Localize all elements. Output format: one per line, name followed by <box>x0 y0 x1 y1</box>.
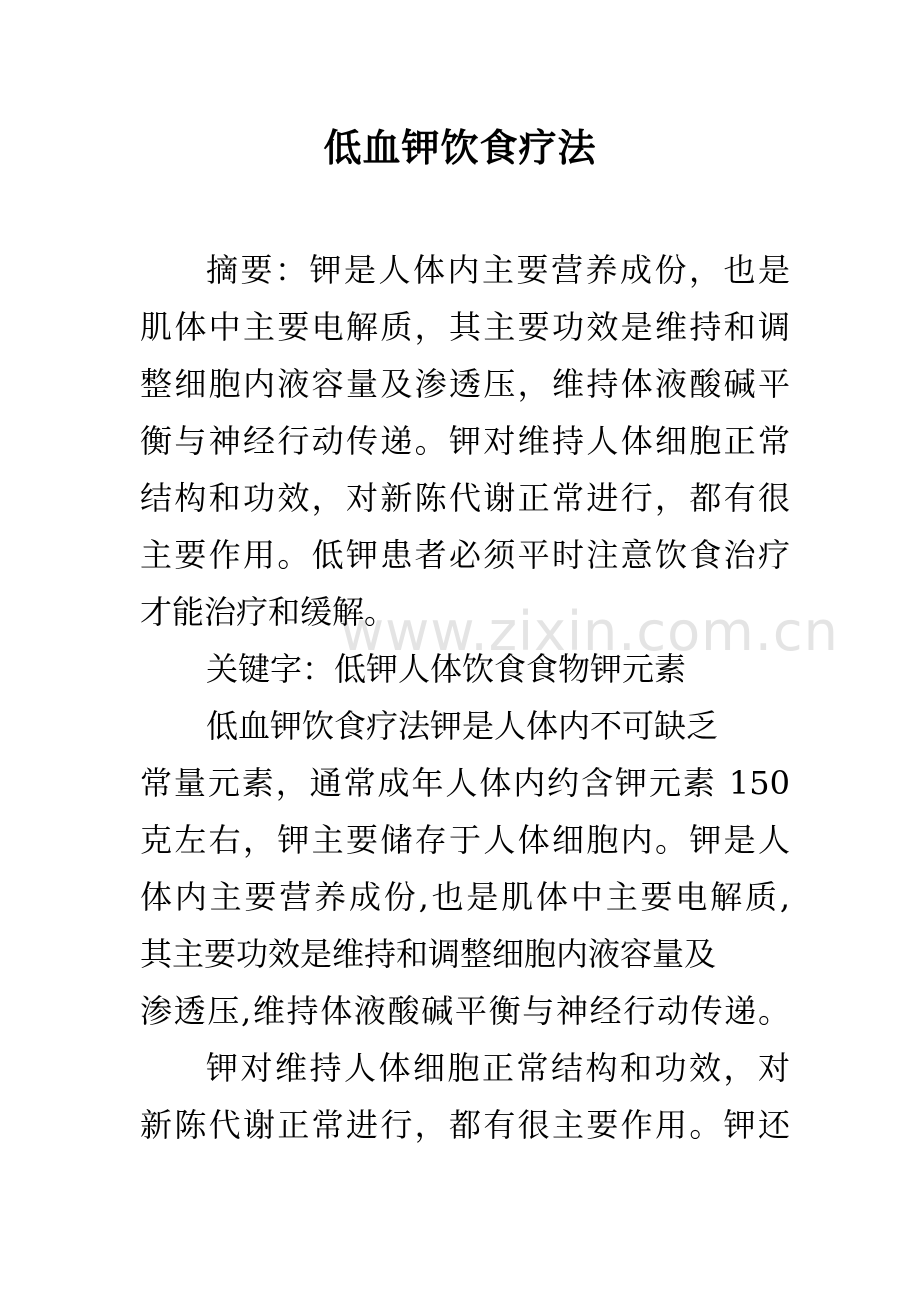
keywords-line: 关键字：低钾人体饮食食物钾元素 <box>206 650 687 688</box>
watermark: www.zixin.com.cn <box>340 600 839 663</box>
body-line-7: 钾对维持人体细胞正常结构和功效，对 <box>206 1049 790 1087</box>
body-line-6: 渗透压,维持体液酸碱平衡与神经行动传递。 <box>140 992 790 1030</box>
abstract-line-2: 肌体中主要电解质，其主要功效是维持和调 <box>140 308 790 346</box>
body-line-8: 新陈代谢正常进行，都有很主要作用。钾还 <box>140 1106 790 1144</box>
abstract-line-1: 摘要：钾是人体内主要营养成份，也是 <box>206 251 790 289</box>
abstract-line-6: 主要作用。低钾患者必须平时注意饮食治疗 <box>140 536 790 574</box>
abstract-line-5: 结构和功效，对新陈代谢正常进行，都有很 <box>140 479 790 517</box>
body-line-2: 常量元素，通常成年人体内约含钾元素 150 <box>140 764 790 802</box>
body-line-5: 其主要功效是维持和调整细胞内液容量及 <box>140 935 717 973</box>
abstract-line-7: 才能治疗和缓解。 <box>140 593 397 631</box>
body-line-1: 低血钾饮食疗法钾是人体内不可缺乏 <box>206 707 719 745</box>
abstract-line-4: 衡与神经行动传递。钾对维持人体细胞正常 <box>140 422 790 460</box>
document-title: 低血钾饮食疗法 <box>323 125 597 170</box>
body-line-3: 克左右，钾主要储存于人体细胞内。钾是人 <box>140 821 790 859</box>
abstract-line-3: 整细胞内液容量及渗透压，维持体液酸碱平 <box>140 365 790 403</box>
body-line-4: 体内主要营养成份,也是肌体中主要电解质, <box>140 878 790 916</box>
